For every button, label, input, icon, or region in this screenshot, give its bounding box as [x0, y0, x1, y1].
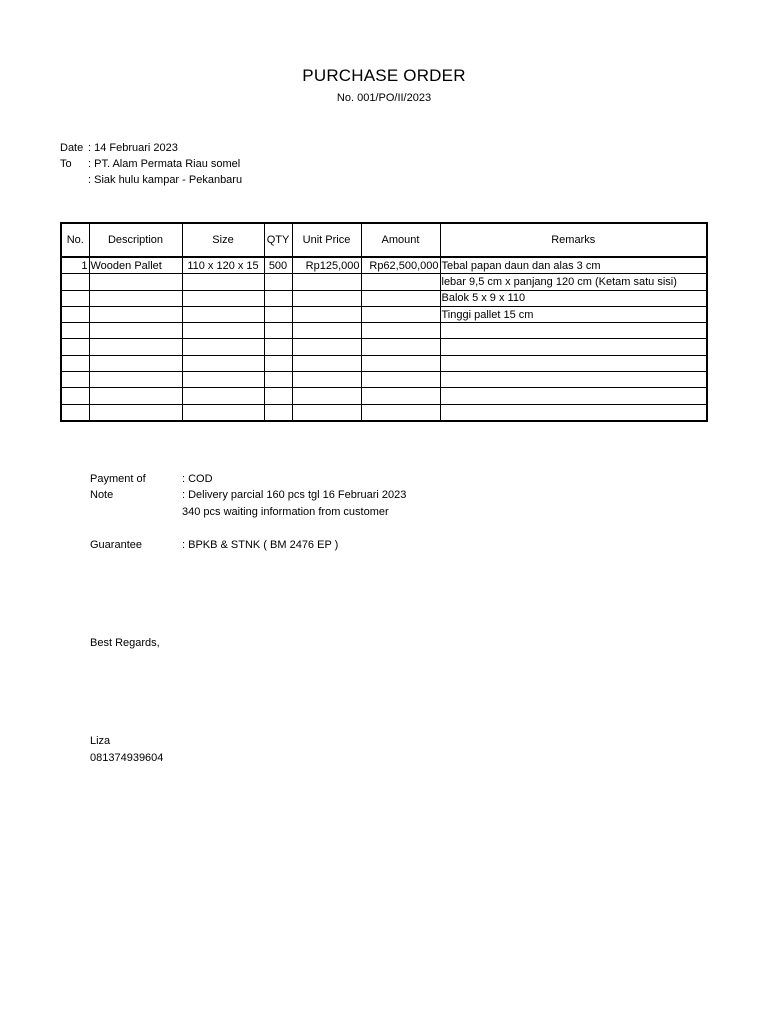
- cell-amount: [361, 306, 440, 322]
- cell-qty: [264, 372, 292, 388]
- cell-amount: [361, 339, 440, 355]
- to-address-line: [60, 172, 242, 188]
- to-label: To: [60, 158, 72, 170]
- table-row: [61, 404, 707, 421]
- table-row: [61, 388, 707, 404]
- cell-no: [61, 323, 89, 339]
- cell-amount: [361, 372, 440, 388]
- cell-qty: [264, 274, 292, 290]
- cell-remarks: [440, 339, 707, 355]
- cell-no: [61, 355, 89, 371]
- col-header-qty: QTY: [264, 223, 292, 257]
- cell-amount: [361, 355, 440, 371]
- cell-amount: [361, 404, 440, 421]
- cell-description: [89, 290, 182, 306]
- col-header-remarks: Remarks: [440, 223, 707, 257]
- table-row: [61, 372, 707, 388]
- cell-size: [182, 388, 264, 404]
- cell-remarks: [440, 404, 707, 421]
- cell-unit-price: [292, 306, 361, 322]
- cell-no: 1: [61, 257, 89, 274]
- cell-amount: [361, 388, 440, 404]
- to-value-line1: : PT. Alam Permata Riau somel: [88, 158, 241, 170]
- cell-unit-price: [292, 323, 361, 339]
- table-row: [61, 290, 707, 306]
- note-value-line1: : Delivery parcial 160 pcs tgl 16 Februari 2023: [182, 489, 407, 501]
- cell-size: [182, 323, 264, 339]
- cell-description: [89, 388, 182, 404]
- cell-description: [89, 306, 182, 322]
- note-value-line2: 340 pcs waiting information from customer: [182, 506, 389, 518]
- signer-phone: 081374939604: [90, 752, 164, 764]
- table-row: [61, 355, 707, 371]
- cell-no: [61, 339, 89, 355]
- cell-no: [61, 274, 89, 290]
- document-title: PURCHASE ORDER: [302, 66, 466, 85]
- col-header-no: No.: [61, 223, 89, 257]
- po-number: No. 001/PO/II/2023: [336, 92, 432, 104]
- cell-no: [61, 404, 89, 421]
- payment-line: [90, 471, 213, 487]
- date-value: : 14 Februari 2023: [88, 142, 178, 154]
- cell-unit-price: [292, 388, 361, 404]
- cell-qty: [264, 388, 292, 404]
- note-label: Note: [90, 489, 114, 501]
- cell-description: [89, 323, 182, 339]
- note-line: [90, 487, 406, 503]
- cell-size: 110 x 120 x 15: [182, 257, 264, 274]
- cell-remarks: Tebal papan daun dan alas 3 cm: [440, 257, 707, 274]
- cell-size: [182, 290, 264, 306]
- cell-remarks: Tinggi pallet 15 cm: [440, 306, 707, 322]
- cell-description: [89, 339, 182, 355]
- info-block: [60, 140, 242, 188]
- date-label: Date: [60, 142, 84, 154]
- cell-description: [89, 274, 182, 290]
- cell-remarks: Balok 5 x 9 x 110: [440, 290, 707, 306]
- cell-size: [182, 306, 264, 322]
- guarantee-label: Guarantee: [90, 539, 142, 551]
- note-line-2: [90, 504, 389, 520]
- table-row: [61, 257, 707, 274]
- cell-description: Wooden Pallet: [89, 257, 182, 274]
- cell-qty: [264, 290, 292, 306]
- cell-remarks: [440, 323, 707, 339]
- cell-no: [61, 388, 89, 404]
- guarantee-value: : BPKB & STNK ( BM 2476 EP ): [182, 539, 339, 551]
- cell-description: [89, 404, 182, 421]
- cell-size: [182, 404, 264, 421]
- payment-value: : COD: [182, 473, 213, 485]
- payment-label: Payment of: [90, 473, 146, 485]
- cell-unit-price: Rp125,000: [292, 257, 361, 274]
- cell-size: [182, 355, 264, 371]
- cell-amount: Rp62,500,000: [361, 257, 440, 274]
- signer-name: Liza: [90, 735, 111, 747]
- table-row: [61, 306, 707, 322]
- cell-amount: [361, 290, 440, 306]
- cell-amount: [361, 274, 440, 290]
- cell-description: [89, 355, 182, 371]
- to-line: [60, 156, 242, 172]
- cell-remarks: [440, 388, 707, 404]
- guarantee-line: [90, 537, 338, 553]
- cell-unit-price: [292, 274, 361, 290]
- cell-unit-price: [292, 290, 361, 306]
- cell-qty: [264, 339, 292, 355]
- table-header-row: [61, 223, 707, 257]
- cell-qty: [264, 404, 292, 421]
- cell-qty: [264, 306, 292, 322]
- col-header-amount: Amount: [361, 223, 440, 257]
- col-header-description: Description: [89, 223, 182, 257]
- regards-line: Best Regards,: [90, 637, 160, 649]
- cell-size: [182, 372, 264, 388]
- col-header-unit-price: Unit Price: [292, 223, 361, 257]
- table-row: [61, 323, 707, 339]
- cell-unit-price: [292, 339, 361, 355]
- table-row: [61, 339, 707, 355]
- cell-unit-price: [292, 355, 361, 371]
- cell-qty: [264, 323, 292, 339]
- cell-unit-price: [292, 404, 361, 421]
- cell-size: [182, 274, 264, 290]
- cell-description: [89, 372, 182, 388]
- table-row: [61, 274, 707, 290]
- cell-no: [61, 290, 89, 306]
- cell-remarks: lebar 9,5 cm x panjang 120 cm (Ketam satu sisi): [440, 274, 707, 290]
- cell-size: [182, 339, 264, 355]
- date-line: [60, 140, 242, 156]
- cell-qty: [264, 355, 292, 371]
- cell-amount: [361, 323, 440, 339]
- cell-unit-price: [292, 372, 361, 388]
- cell-remarks: [440, 355, 707, 371]
- to-value-line2: : Siak hulu kampar - Pekanbaru: [88, 174, 243, 186]
- cell-no: [61, 306, 89, 322]
- col-header-size: Size: [182, 223, 264, 257]
- cell-no: [61, 372, 89, 388]
- cell-qty: 500: [264, 257, 292, 274]
- items-table: [60, 222, 708, 422]
- cell-remarks: [440, 372, 707, 388]
